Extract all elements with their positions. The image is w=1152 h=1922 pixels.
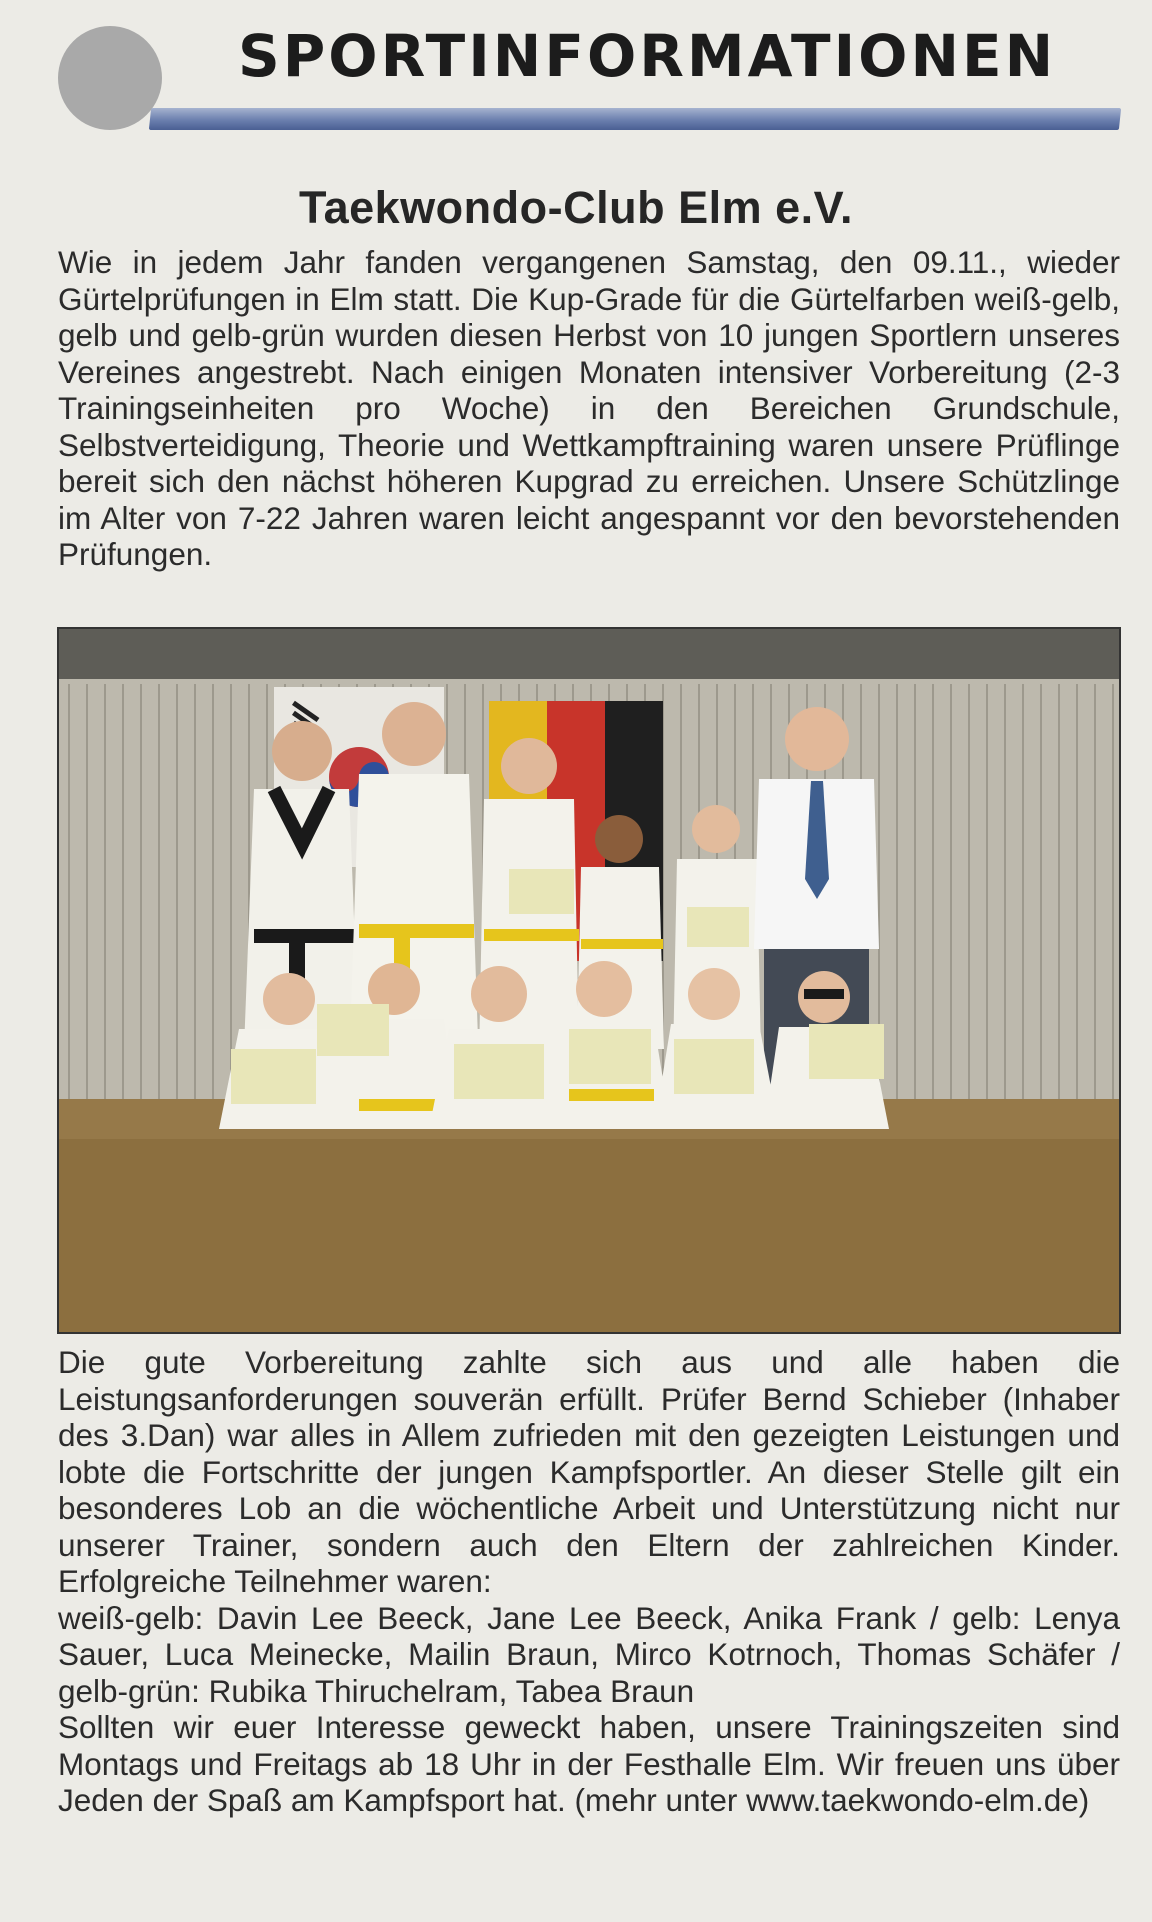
section-header-bar xyxy=(149,108,1121,130)
article-body xyxy=(58,1344,1120,1819)
group-photo xyxy=(57,627,1121,1334)
closing-paragraph: Sollten wir euer Interesse geweckt haben, unsere Trainingszeiten sind Montags und Freitags ab 18 Uhr in der Festhalle Elm. Wir freuen uns über Jeden der Spaß am Kampfsport hat. (mehr unter www.taekwondo-elm.de) xyxy=(58,1709,1120,1818)
body-paragraph: Die gute Vorbereitung zahlte sich aus und alle haben die Leistungsanforderungen souverän erfüllt. Prüfer Bernd Schieber (Inhaber des 3.Dan) war alles in Allem zufrieden mit den gezeigten Leistungen und lobte die Fortschritte der jungen Kampfsportler. An dieser Stelle gilt ein besonderes Lob an die wöchentliche Arbeit und Unterstützung nicht nur unserer Trainer, sondern auch den Eltern der zahlreichen Kinder. Erfolgreiche Teilnehmer waren: xyxy=(58,1344,1120,1599)
article-title: Taekwondo-Club Elm e.V. xyxy=(298,182,854,233)
section-title: SPORTINFORMATIONEN xyxy=(238,22,1057,90)
section-header-circle xyxy=(58,26,162,130)
group-photo-illustration xyxy=(59,629,1119,1332)
article-intro xyxy=(58,244,1120,573)
participants-paragraph: weiß-gelb: Davin Lee Beeck, Jane Lee Beeck, Anika Frank / gelb: Lenya Sauer, Luca Meinecke, Mailin Braun, Mirco Kotrnoch, Thomas Schäfer / gelb-grün: Rubika Thiruchelram, Tabea Braun xyxy=(58,1599,1120,1709)
intro-paragraph: Wie in jedem Jahr fanden vergangenen Samstag, den 09.11., wieder Gürtelprüfungen in Elm statt. Die Kup-Grade für die Gürtelfarben weiß-gelb, gelb und gelb-grün wurden diesen Herbst von 10 jungen Sportlern unseres Vereines angestrebt. Nach einigen Monaten intensiver Vorbereitung (2-3 Trainingseinheiten pro Woche) in den Bereichen Grundschule, Selbstverteidigung, Theorie und Wettkampftraining waren unsere Prüflinge bereit sich den nächst höheren Kupgrad zu erreichen. Unsere Schützlinge im Alter von 7-22 Jahren waren leicht angespannt vor den bevorstehenden Prüfungen. xyxy=(58,244,1120,572)
